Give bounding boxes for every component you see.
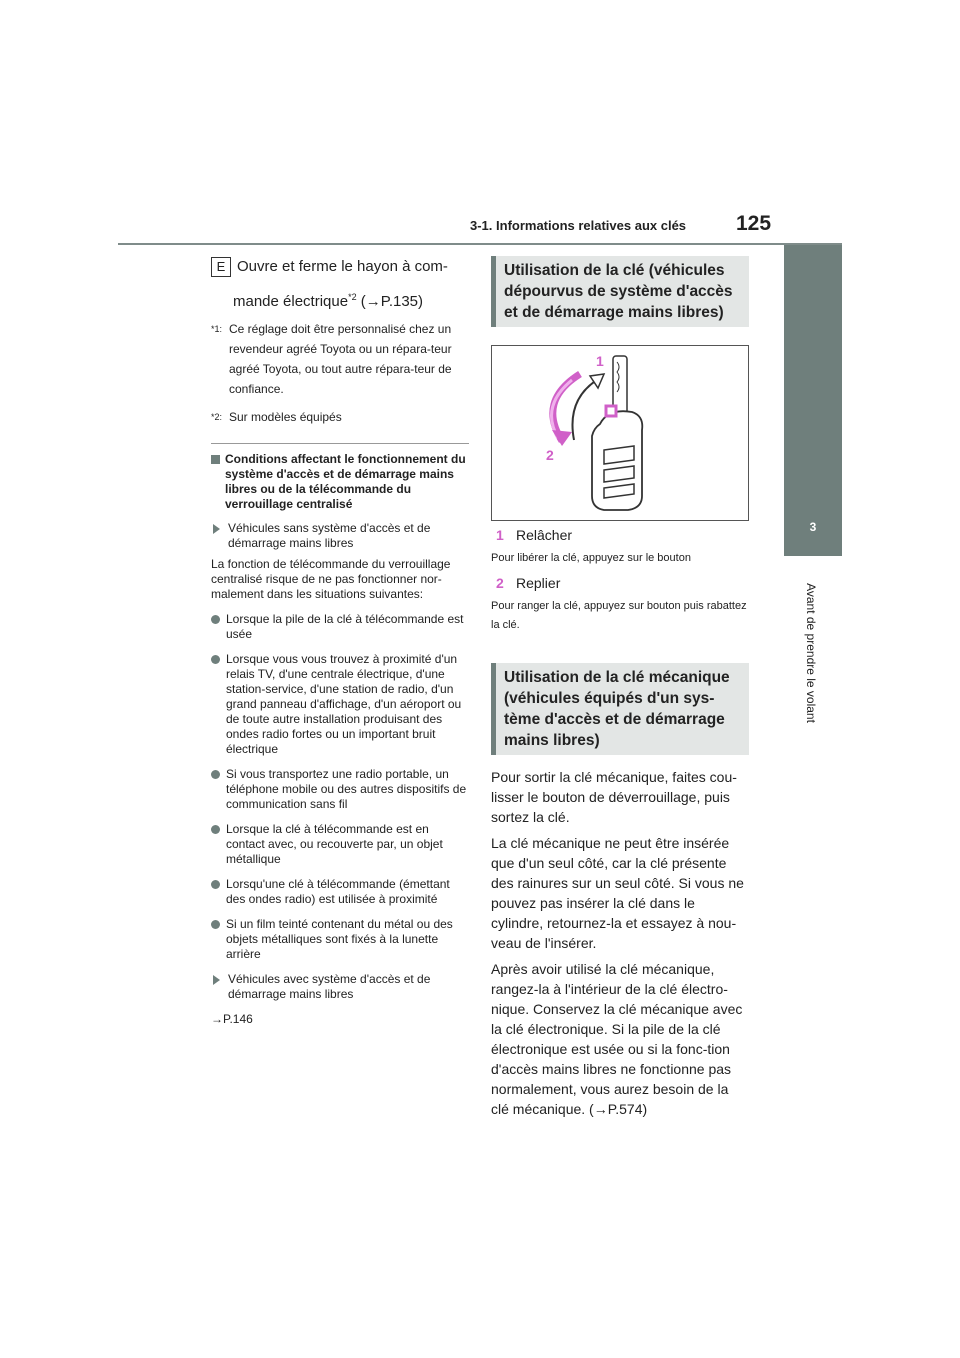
- square-bullet-icon: [211, 455, 220, 464]
- dot-bullet-icon: [211, 655, 220, 664]
- heading-key-use: Utilisation de la clé (véhicules dépourvus de système d'accès et de démarrage mains libres): [491, 256, 749, 327]
- chapter-strip: [784, 245, 842, 498]
- footnote-1: *1: Ce réglage doit être personnalisé chez un revendeur agréé Toyota ou un répara-teur agréé Toyota, ou tout autre répara-teur de confiance.: [211, 322, 452, 396]
- right-column: [491, 256, 749, 1119]
- section-title: 3-1. Informations relatives aux clés: [470, 218, 687, 233]
- step-2-note: Pour ranger la clé, appuyez sur bouton puis rabattez la clé.: [491, 600, 747, 631]
- bullet-item: Lorsque la clé à télécommande est en contact avec, ou recouverte par, un objet métallique: [211, 822, 469, 867]
- chapter-label: Avant de prendre le volant: [804, 583, 818, 723]
- fold-arrow-head: [552, 430, 572, 446]
- case1-paragraph: La fonction de télécommande du verrouillage centralisé risque de ne pas fonctionner nor-malement dans les situations suivantes:: [211, 557, 451, 601]
- bullet-item: Lorsque vous vous trouvez à proximité d'un relais TV, d'une centrale électrique, d'une station-service, d'une station de radio, d'un grand panneau d'affichage, d'un aéroport ou de toute autre installation produisant des ondes radio fortes ou un important bruit électrique: [211, 652, 469, 757]
- header-rule: [118, 243, 842, 245]
- release-arrow-head: [590, 374, 604, 388]
- bullet-item: Si un film teinté contenant du métal ou des objets métalliques sont fixés à la lunette arrière: [211, 917, 469, 962]
- dot-bullet-icon: [211, 825, 220, 834]
- bullet-item: Lorsqu'une clé à télécommande (émettant des ondes radio) est utilisée à proximité: [211, 877, 469, 907]
- figure-label-1: 1: [596, 353, 604, 369]
- case-with-smart-entry: Véhicules avec système d'accès et de démarrage mains libres: [211, 972, 469, 1002]
- key-illustration: [491, 345, 749, 521]
- left-column: [211, 256, 469, 1026]
- item-e-line1: Ouvre et ferme le hayon à com-: [237, 258, 448, 275]
- item-e-line2: mande électrique$^{*2}$ (→P.135): [233, 292, 424, 310]
- figure-label-2: 2: [546, 447, 554, 463]
- conditions-heading: Conditions affectant le fonctionnement du système d'accès et de démarrage mains libres ou de la télécommande du verrouillage centralisé: [211, 452, 469, 512]
- case2-reference[interactable]: →P.146: [211, 1012, 253, 1026]
- item-e-label: E: [211, 257, 231, 277]
- step-1: 1 Relâcher: [496, 527, 573, 543]
- bullet-item: Si vous transportez une radio portable, un téléphone mobile ou des autres dispositifs de communication sans fil: [211, 767, 469, 812]
- paragraph-1: Pour sortir la clé mécanique, faites cou-lisser le bouton de déverrouillage, puis sortez la clé.: [491, 769, 737, 825]
- step-1-note: Pour libérer la clé, appuyez sur le bouton: [491, 552, 691, 564]
- dot-bullet-icon: [211, 615, 220, 624]
- triangle-bullet-icon: [213, 524, 220, 534]
- step-2: 2 Replier: [496, 575, 561, 591]
- footnote-2: *2: Sur modèles équipés: [211, 410, 342, 424]
- dot-bullet-icon: [211, 920, 220, 929]
- dot-bullet-icon: [211, 770, 220, 779]
- chapter-tab: 3: [784, 498, 842, 556]
- item-e-ref[interactable]: (→P.135): [356, 293, 424, 310]
- case-without-smart-entry: Véhicules sans système d'accès et de démarrage mains libres: [211, 521, 469, 551]
- bullet-item: Lorsque la pile de la clé à télécommande est usée: [211, 612, 469, 642]
- page-number: 125: [736, 212, 772, 235]
- item-e: [211, 256, 469, 278]
- triangle-bullet-icon: [213, 975, 220, 985]
- paragraph-3: Après avoir utilisé la clé mécanique, rangez-la à l'intérieur de la clé électro-nique. Conservez la clé mécanique avec la clé électronique. Si la pile de la clé électronique est usée ou si la fonc-tion d'accès mains libres ne fonctionne pas normalement, vous aurez besoin de la clé mécanique. (→P.574): [491, 961, 743, 1117]
- paragraph-2: La clé mécanique ne peut être insérée que d'un seul côté, car la clé présente des rainures sur un seul côté. Si vous ne pouvez pas insérer la clé dans le cylindre, retournez-la et essayez à nou-veau de l'insérer.: [491, 835, 744, 951]
- key-fold-illustration: [492, 346, 748, 520]
- release-button: [606, 406, 616, 416]
- dot-bullet-icon: [211, 880, 220, 889]
- separator: [211, 443, 469, 444]
- heading-mechanical-key: Utilisation de la clé mécanique (véhicules équipés d'un sys-tème d'accès et de démarrage mains libres): [491, 663, 749, 755]
